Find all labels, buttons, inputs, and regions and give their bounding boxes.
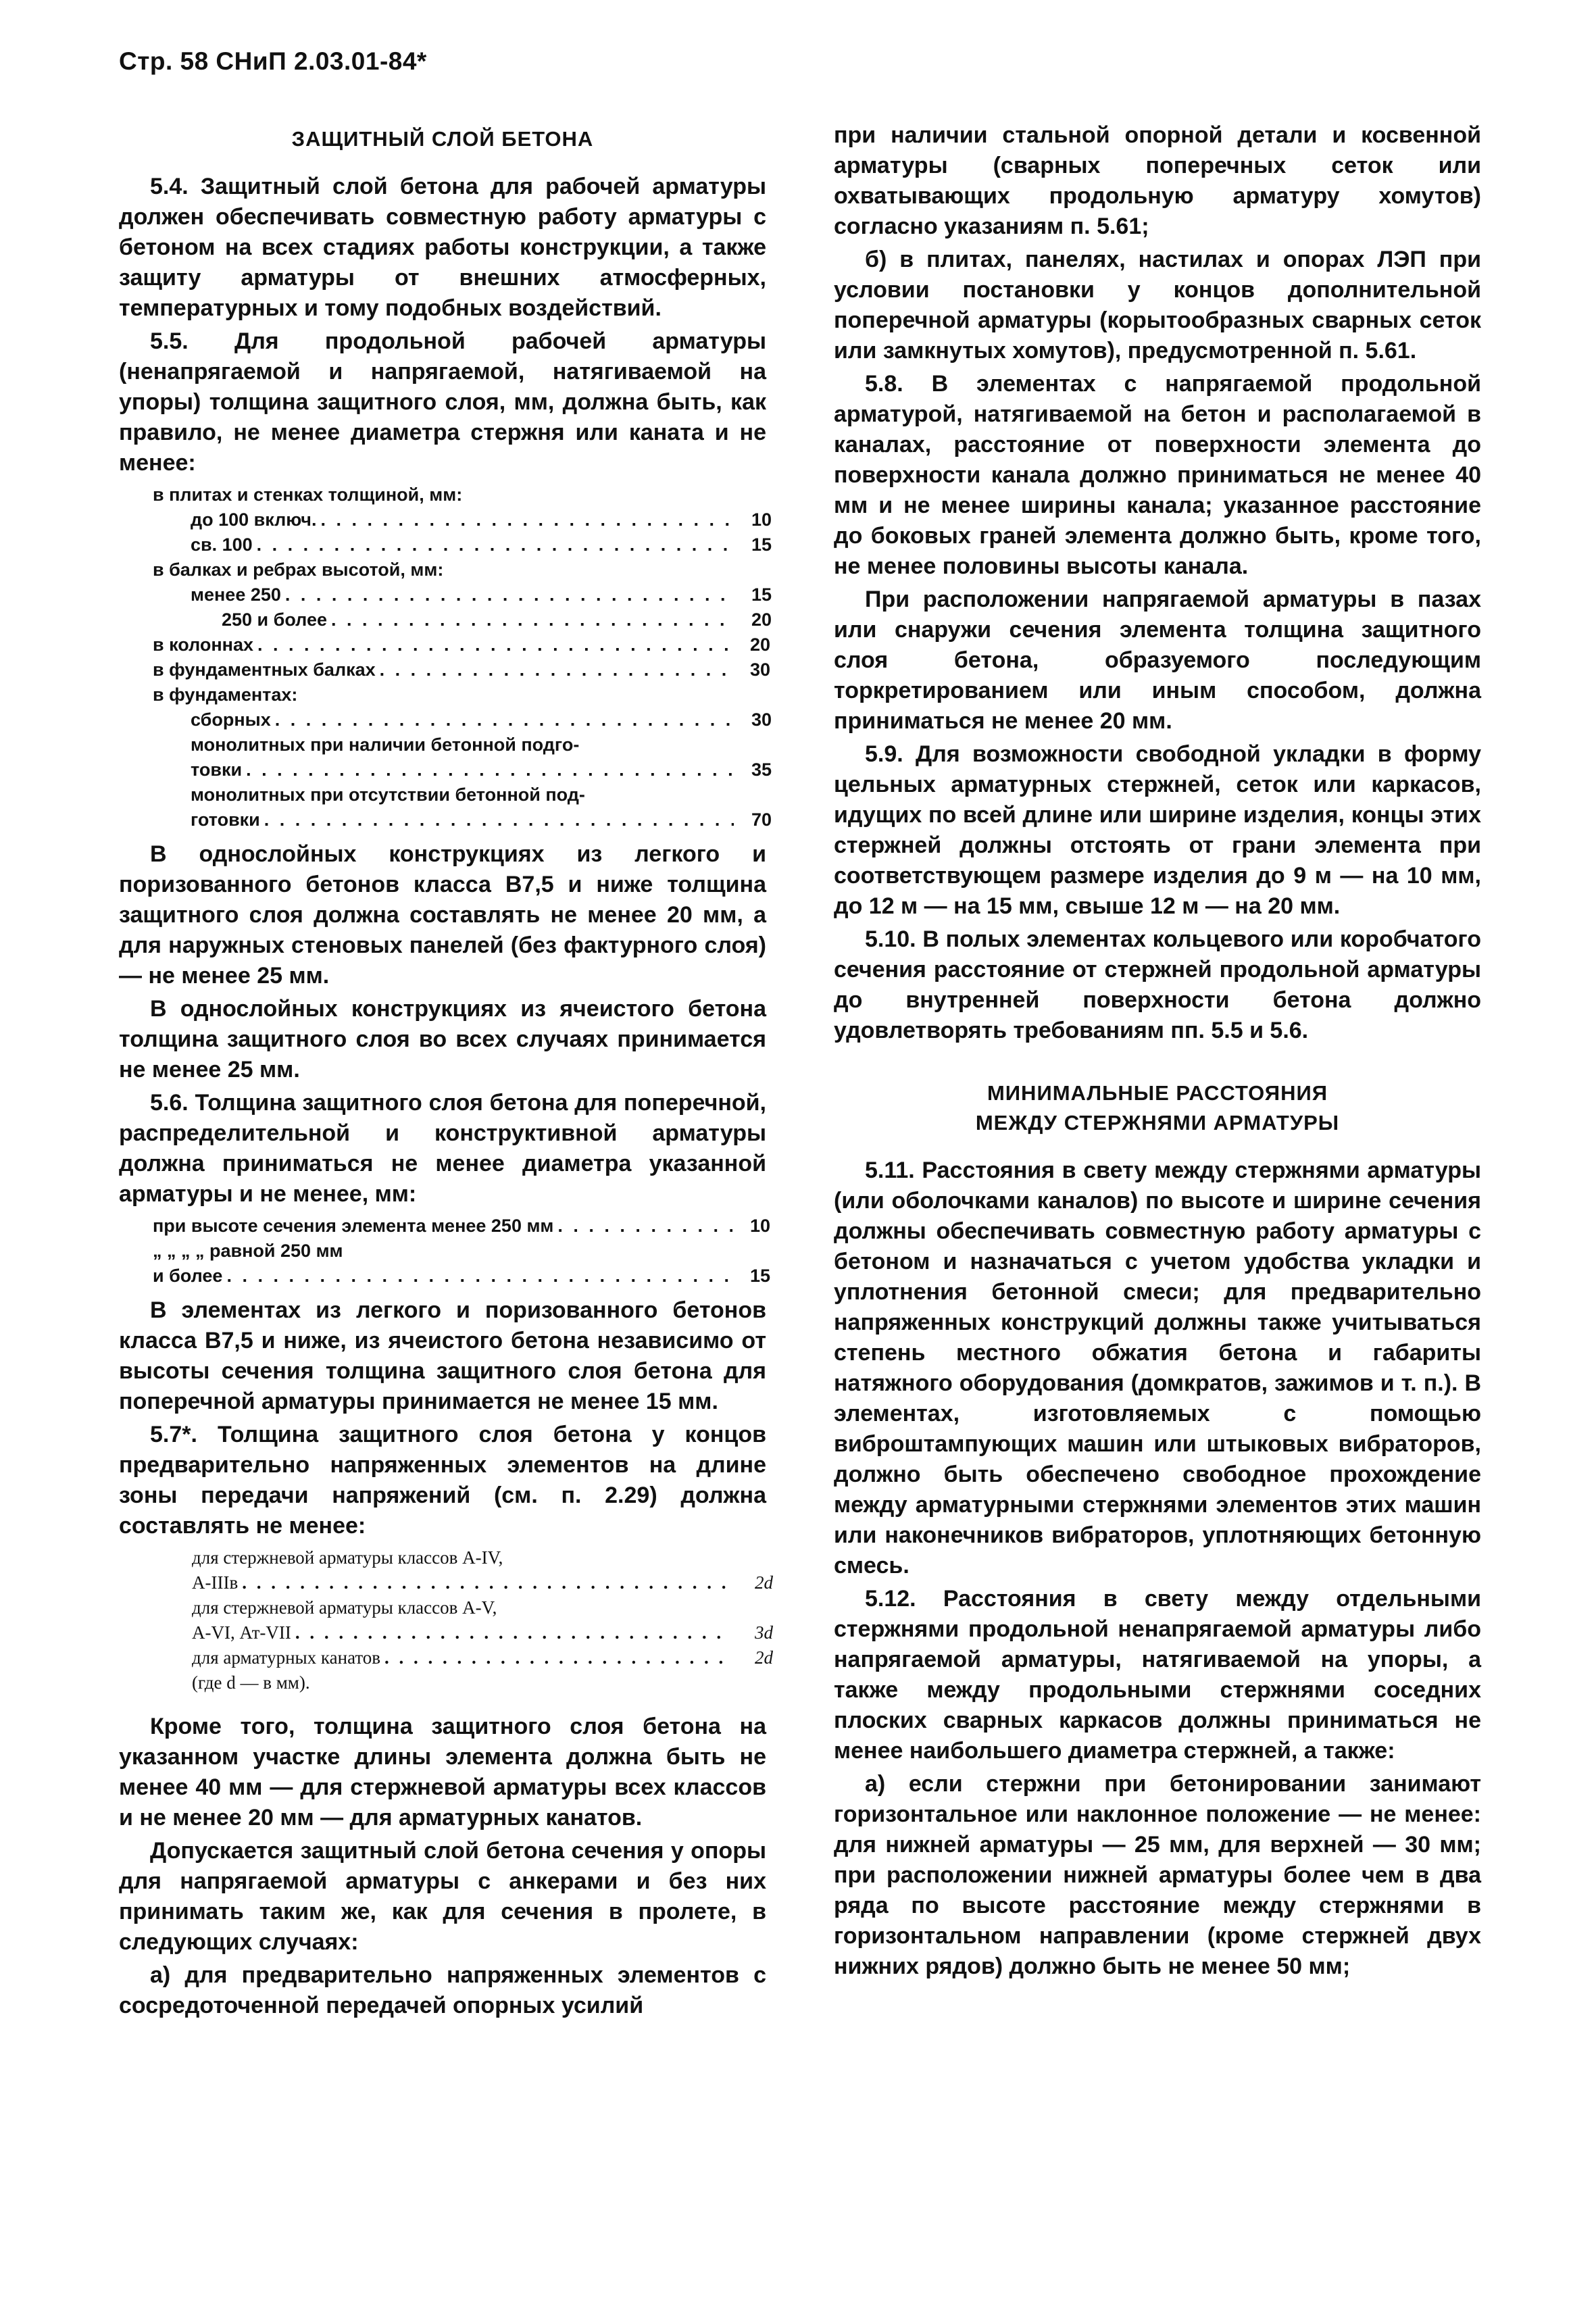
clause-5-5-paragraph-lightweight: В однослойных конструкциях из легкого и поризованного бетонов класса B7,5 и ниже толщина защитного слоя должна составлять не менее 20 мм, а для наружных стеновых панелей (без фактурного слоя) — не менее 25 мм. [119, 841, 766, 989]
list-item: монолитных при отсутствии бетонной под- [191, 785, 585, 805]
list-item: А-VI, Ат-VII . . . 3d [119, 1620, 773, 1645]
list-item: св. 100 . . . 15 [119, 532, 772, 557]
clause-5-4: 5.4. Защитный слой бетона для рабочей арматуры должен обеспечивать совместную работу арматуры с бетоном на всех стадиях работы конструкции, а также защиту арматуры от внешних атмосферных, температурных и тому подобных воздействий. [119, 174, 766, 321]
list-item: 250 и более . . . 20 [119, 607, 772, 632]
list-item: до 100 включ. . . . 10 [119, 507, 772, 532]
clause-5-8-paragraph: При расположении напрягаемой арматуры в пазах или снаружи сечения элемента толщина защитного слоя бетона, образуемого последующим торкретированием или иным способом, должна приниматься не менее 20 мм. [834, 587, 1481, 734]
section-heading-min-distances [834, 1078, 1481, 1138]
clause-5-7-item-a: а) для предварительно напряженных элементов с сосредоточенной передачей опорных усилий [119, 1962, 766, 2018]
clause-5-7: 5.7*. Толщина защитного слоя бетона у концов предварительно напряженных элементов на длине зоны передачи напряжений (см. п. 2.29) должна составлять не менее: [119, 1422, 766, 1539]
list-item: в фундаментах: [153, 684, 298, 705]
list-item: товки . . . 35 [119, 757, 772, 782]
clause-5-10: 5.10. В полых элементах кольцевого или коробчатого сечения расстояние от стержней продольной арматуры до внутренней поверхности бетона должно удовлетворять требованиям пп. 5.5 и 5.6. [834, 926, 1481, 1043]
list-5-5 [119, 482, 772, 832]
right-column [834, 120, 1481, 1985]
list-item: и более . . . 15 [119, 1264, 770, 1289]
list-item: готовки . . . 70 [119, 807, 772, 832]
list-item: для арматурных канатов . . . 2d [119, 1645, 773, 1670]
list-item: монолитных при наличии бетонной подго- [191, 735, 580, 755]
list-item: в балках и ребрах высотой, мм: [153, 559, 444, 580]
list-item: для стержневой арматуры классов А-V, [192, 1597, 497, 1618]
section-heading-protective-layer: ЗАЩИТНЫЙ СЛОЙ БЕТОНА [291, 127, 594, 151]
list-item: при высоте сечения элемента менее 250 мм . . . 10 [119, 1214, 770, 1239]
clause-5-12-item-a: а) если стержни при бетонировании занимают горизонтальное или наклонное положение — не менее: для нижней арматуры — 25 мм, для верхней — 30 мм; при расположении нижней арматуры более чем в два ряда по высоте расстояние между стержнями в горизонтальном направлении (кроме стержней двух нижних рядов) должно быть не менее 50 мм; [834, 1771, 1481, 1979]
clause-5-6: 5.6. Толщина защитного слоя бетона для поперечной, распределительной и конструктивной арматуры должна приниматься не менее диаметра указанной арматуры и не менее, мм: [119, 1090, 766, 1207]
clause-5-11: 5.11. Расстояния в свету между стержнями арматуры (или оболочками каналов) по высоте и ширине сечения должны обеспечивать совместную работу арматуры с бетоном и назначаться с учетом удобства укладки и уплотнения бетонной смеси; для предварительно напряженных конструкций должны также учитываться степень местного обжатия бетона и габариты натяжного оборудования (домкратов, зажимов и т. п.). В элементах, изготовляемых с помощью виброштампующих машин или штыковых вибраторов, должно быть обеспечено свободное прохождение между арматурными стержнями элементов этих машин или наконечников вибраторов, уплотняющих бетонную смесь. [834, 1158, 1481, 1578]
clause-5-7-item-b: б) в плитах, панелях, настилах и опорах ЛЭП при условии постановки у концов дополнительной поперечной арматуры (корытообразных сварных сеток или замкнутых хомутов), предусмотренной п. 5.61. [834, 247, 1481, 364]
list-item: менее 250 . . . 15 [119, 582, 772, 607]
list-item: (где d — в мм). [192, 1672, 310, 1693]
clause-5-7-paragraph-support: Допускается защитный слой бетона сечения у опоры для напрягаемой арматуры с анкерами и без них принимать таким же, как для сечения в пролете, в следующих случаях: [119, 1838, 766, 1955]
list-item: в колоннах . . . 20 [119, 632, 770, 657]
list-item: в плитах и стенках толщиной, мм: [153, 484, 463, 505]
clause-5-12: 5.12. Расстояния в свету между отдельными стержнями продольной ненапрягаемой арматуры либо напрягаемой арматуры, натягиваемой на упоры, а также между продольными стержнями соседних плоских сварных каркасов должны приниматься не менее наибольшего диаметра стержней, а также: [834, 1586, 1481, 1764]
clause-5-5-paragraph-cellular: В однослойных конструкциях из ячеистого бетона толщина защитного слоя во всех случаях принимается не менее 25 мм. [119, 996, 766, 1082]
clause-5-5: 5.5. Для продольной рабочей арматуры (ненапрягаемой и напрягаемой, натягиваемой на упоры) толщина защитного слоя, мм, должна быть, как правило, не менее диаметра стержня или каната и не менее: [119, 328, 766, 476]
clause-5-9: 5.9. Для возможности свободной укладки в форму цельных арматурных стержней, сеток или каркасов, идущих по всей длине или ширине изделия, концы этих стержней должны отстоять от грани элемента при соответствующем размере изделия до 9 м — на 10 мм, до 12 м — на 15 мм, свыше 12 м — на 20 мм. [834, 741, 1481, 919]
list-5-6 [119, 1214, 770, 1289]
heading-line-2: МЕЖДУ СТЕРЖНЯМИ АРМАТУРЫ [975, 1111, 1340, 1135]
clause-5-7-item-a-continued: при наличии стальной опорной детали и косвенной арматуры (сварных поперечных сеток или охватывающих продольную арматуру хомутов) согласно указаниям п. 5.61; [834, 122, 1481, 239]
list-item: А-IIIв . . . 2d [119, 1570, 773, 1595]
heading-line-1: МИНИМАЛЬНЫЕ РАССТОЯНИЯ [987, 1081, 1328, 1105]
list-item: для стержневой арматуры классов А-IV, [192, 1547, 503, 1568]
list-item: сборных . . . 30 [119, 707, 772, 732]
clause-5-6-paragraph: В элементах из легкого и поризованного бетонов класса B7,5 и ниже, из ячеистого бетона независимо от высоты сечения толщина защитного слоя бетона для поперечной арматуры принимается не менее 15 мм. [119, 1297, 766, 1414]
list-item: „ „ „ „ равной 250 мм [153, 1241, 343, 1261]
clause-5-8: 5.8. В элементах с напрягаемой продольной арматурой, натягиваемой на бетон и располагаемой в каналах, расстояние от поверхности элемента до поверхности канала должно приниматься не менее 40 мм и не менее ширины канала; указанное расстояние до боковых граней элемента должно быть, кроме того, не менее половины высоты канала. [834, 371, 1481, 579]
clause-5-7-paragraph-additional: Кроме того, толщина защитного слоя бетона на указанном участке длины элемента должна быть не менее 40 мм — для стержневой арматуры всех классов и не менее 20 мм — для арматурных канатов. [119, 1714, 766, 1831]
page-header: Стр. 58 СНиП 2.03.01-84* [119, 47, 427, 75]
list-5-7 [119, 1545, 773, 1695]
list-item: в фундаментных балках . . . 30 [119, 657, 770, 682]
left-column [119, 115, 773, 2024]
